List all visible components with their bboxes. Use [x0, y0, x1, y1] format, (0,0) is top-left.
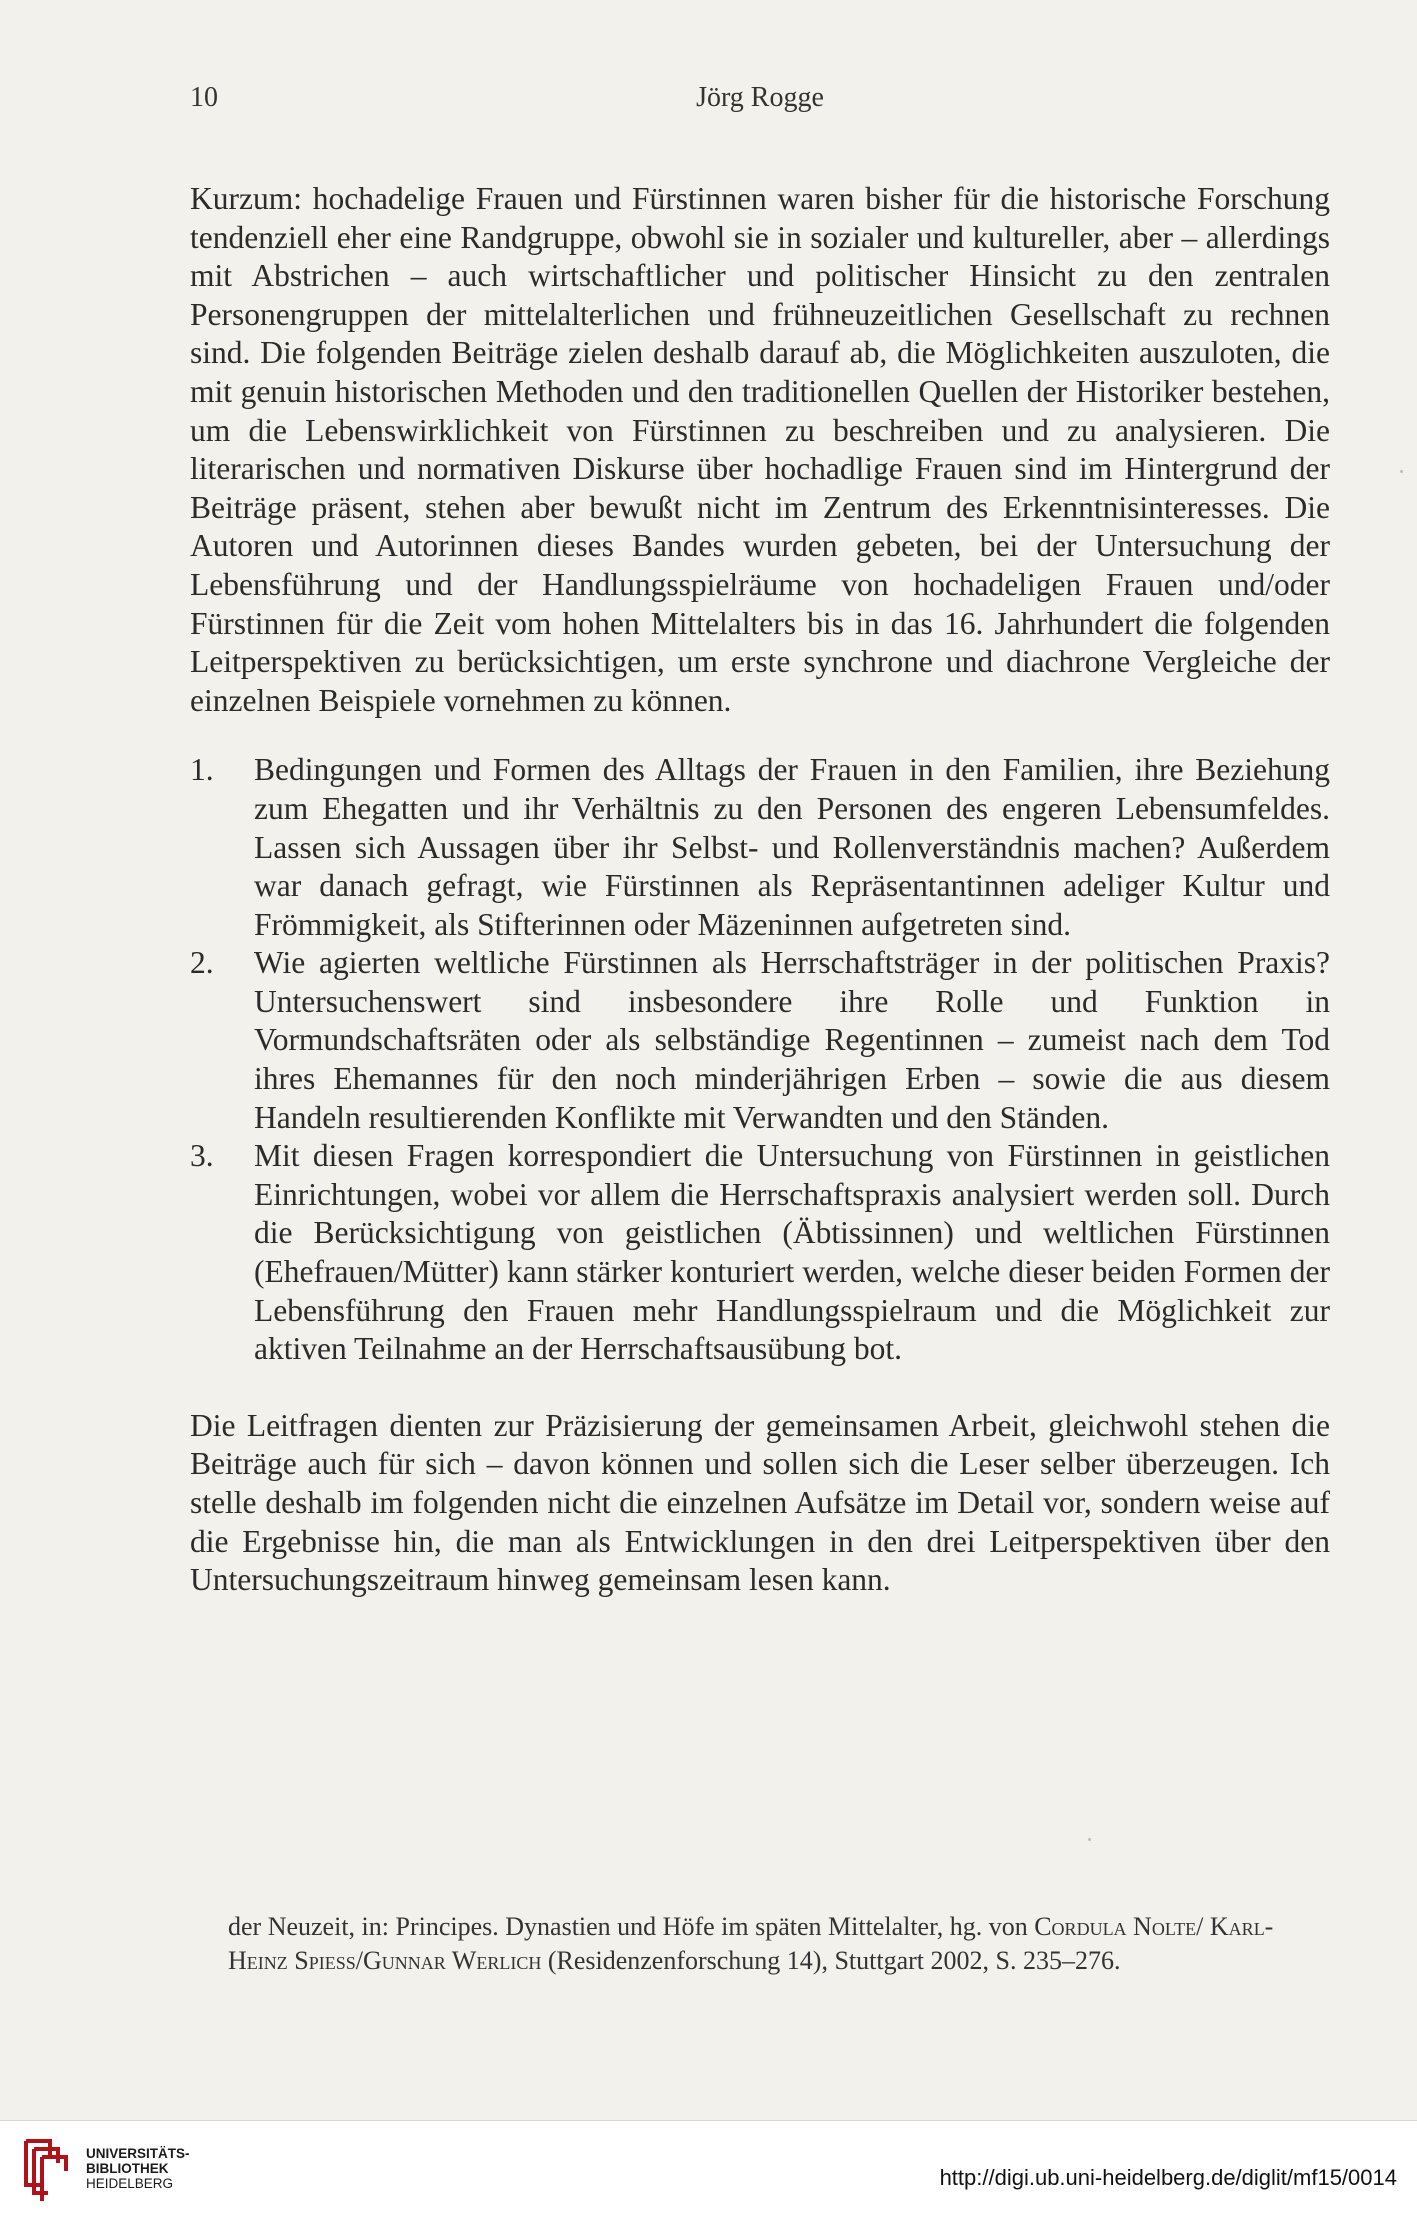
library-name-line: UNIVERSITÄTS- [86, 2146, 190, 2161]
list-item [190, 1137, 1330, 1369]
library-name [86, 2146, 190, 2191]
list-item-text: Bedingungen und Formen des Alltags der Frauen in den Familien, ihre Beziehung zum Ehegatten und ihr Verhältnis zu den Personen des engeren Lebensumfeldes. Lassen sich Aussagen über ihr Selbst- und Rollenverständnis machen? Außerdem war danach gefragt, wie Fürstinnen als Repräsentantinnen adeliger Kultur und Frömmigkeit, als Stifterinnen oder Mäzeninnen aufgetreten sind. [254, 752, 1330, 942]
footnote-author: Cordula Nolte [1034, 1912, 1197, 1941]
page-url-link[interactable]: http://digi.ub.uni-heidelberg.de/diglit/mf15/0014 [939, 2165, 1397, 2190]
list-item-number: 3. [190, 1138, 214, 1174]
footnote-text: der Neuzeit, in: Principes. Dynastien und Höfe im späten Mittelalter, hg. von [228, 1912, 1035, 1941]
footnote-text: (Residenzenforschung 14), Stuttgart 2002, S. 235–276. [541, 1946, 1121, 1975]
footnote-separator: / [1196, 1912, 1204, 1941]
viewer-footer [0, 2120, 1417, 2225]
footnote-author: Karl-Heinz Spiess [228, 1912, 1274, 1975]
library-logo-icon[interactable] [20, 2133, 78, 2207]
list-item-text: Wie agierten weltliche Fürstinnen als Herrschaftsträger in der politischen Praxis? Untersuchenswert sind insbesondere ihre Rolle und Funktion in Vormundschaftsräten oder als selbständige Regentinnen – zumeist nach dem Tod ihres Ehemannes für den noch minderjährigen Erben – sowie die aus diesem Handeln resultierenden Konflikte mit Verwandten und den Ständen. [254, 945, 1330, 1135]
list-item-number: 1. [190, 752, 214, 788]
footnote-separator: / [355, 1946, 363, 1975]
main-text [190, 180, 1330, 1600]
intro-paragraph: Kurzum: hochadelige Frauen und Fürstinnen waren bisher für die historische Forschung tendenziell eher eine Randgruppe, obwohl sie in sozialer und kultureller, aber – allerdings mit Abstrichen – auch wirtschaftlicher und politischer Hinsicht zu den zentralen Personengruppen der mittelalterlichen und frühneuzeitlichen Gesellschaft zu rechnen sind. Die folgenden Beiträge zielen deshalb darauf ab, die Möglichkeiten auszuloten, die mit genuin historischen Methoden und den traditionellen Quellen der Historiker bestehen, um die Lebenswirklichkeit von Fürstinnen zu beschreiben und zu analysieren. Die literarischen und normativen Diskurse über hochadlige Frauen sind im Hintergrund der Beiträge präsent, stehen aber bewußt nicht im Zentrum des Erkenntnisinteresses. Die Autoren und Autorinnen dieses Bandes wurden gebeten, bei der Untersuchung der Lebensführung und der Handlungsspielräume von hochadeligen Frauen und/oder Fürstinnen für die Zeit vom hohen Mittelalters bis in das 16. Jahrhundert die folgenden Leitperspektiven zu berücksichtigen, um erste synchrone und diachrone Vergleiche der einzelnen Beispiele vornehmen zu können. [190, 181, 1330, 718]
list-item-number: 2. [190, 945, 214, 981]
list-item [190, 944, 1330, 1137]
list-item [190, 751, 1330, 944]
page-number: 10 [190, 82, 218, 113]
library-name-line: HEIDELBERG [86, 2176, 174, 2191]
library-name-line: BIBLIOTHEK [86, 2161, 169, 2176]
running-head: Jörg Rogge [696, 82, 824, 113]
list-item-text: Mit diesen Fragen korrespondiert die Untersuchung von Fürstinnen in geistlichen Einrichtungen, wobei vor allem die Herrschaftspraxis analysiert werden soll. Durch die Berücksichtigung von geistlichen (Äbtissinnen) und weltlichen Fürstinnen (Ehefrauen/Mütter) kann stärker konturiert werden, welche dieser beiden Formen der Lebensführung den Frauen mehr Handlungsspielraum und die Möglichkeit zur aktiven Teilnahme an der Herrschaftsausübung bot. [254, 1138, 1330, 1367]
footnote-author: Gunnar Werlich [362, 1946, 542, 1975]
perspective-list [190, 751, 1330, 1369]
footnote [228, 1910, 1318, 1978]
closing-paragraph: Die Leitfragen dienten zur Präzisierung der gemeinsamen Arbeit, gleichwohl stehen die Beiträge auch für sich – davon können und sollen sich die Leser selber überzeugen. Ich stelle deshalb im folgenden nicht die einzelnen Aufsätze im Detail vor, sondern weise auf die Ergebnisse hin, die man als Entwicklungen in den drei Leitperspektiven über den Untersuchungszeitraum hinweg gemeinsam lesen kann. [190, 1407, 1330, 1598]
